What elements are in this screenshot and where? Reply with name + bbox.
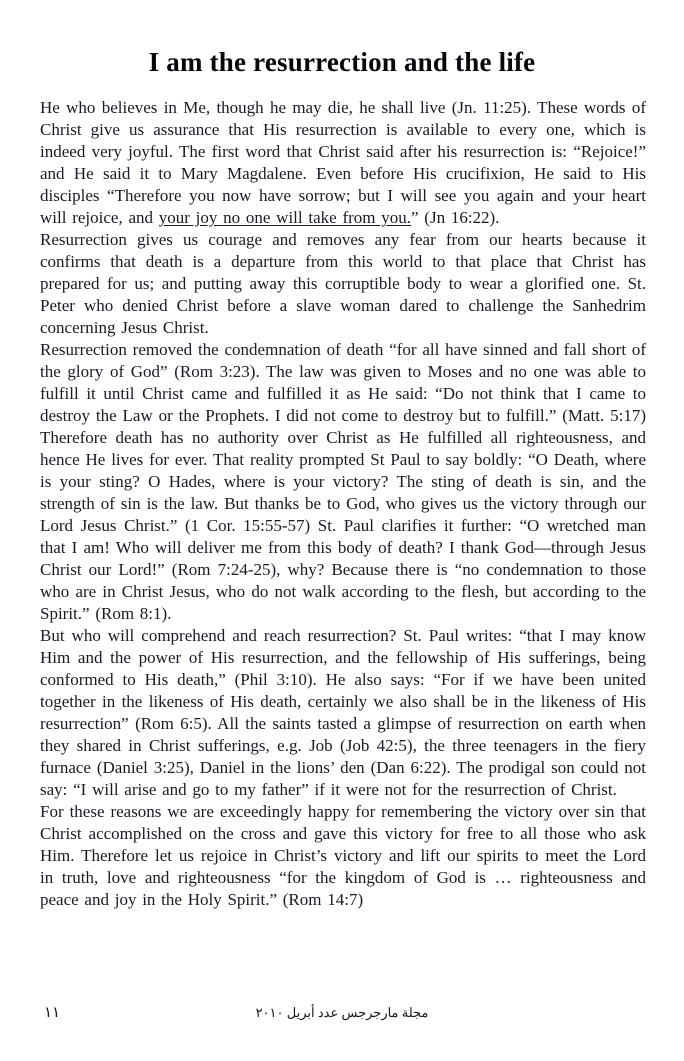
- paragraph-1-text-before: He who believes in Me, though he may die, he shall live (Jn. 11:25). These words of Christ give us assurance that His resurrection is available to every one, which is indeed very joyful. The first word that Christ said after his resurrection is: “Rejoice!” and He said it to Mary Magdalene. Even before His crucifixion, He said to His disciples “Therefore you now have sorrow; but I will see you again and your heart will rejoice, and: [40, 98, 646, 227]
- underlined-phrase: your joy no one will take from you.: [158, 208, 411, 227]
- page-title: I am the resurrection and the life: [148, 47, 536, 77]
- body-paragraph-4: But who will comprehend and reach resurrection? St. Paul writes: “that I may know Him and the power of His resurrection, and the fellowship of His sufferings, being conformed to His death,” (Phil 3:10). He also says: “For if we have been united together in the likeness of His death, certainly we also shall be in the likeness of His resurrection” (Rom 6:5). All the saints tasted a glimpse of resurrection on earth when they shared in Christ sufferings, e.g. Job (Job 42:5), the three teenagers in the fiery furnace (Daniel 3:25), Daniel in the lions’ den (Dan 6:22). The prodigal son could not say: “I will arise and go to my father” if it were not for the resurrection of Christ.: [40, 626, 646, 799]
- body-paragraph-1: [40, 97, 646, 229]
- page-number: ١١: [44, 1005, 61, 1021]
- body-paragraph-2: Resurrection gives us courage and removes any fear from our hearts because it confirms that death is a departure from this world to that place that Christ has prepared for us; and putting away this corruptible body to wear a glorified one. St. Peter who denied Christ before a slave woman dared to challenge the Sanhedrim concerning Jesus Christ.: [40, 230, 646, 337]
- paragraph-1-text-after: ” (Jn 16:22).: [411, 208, 500, 227]
- journal-imprint: مجلة مارجرجس عدد أبريل ٢٠١٠: [255, 1005, 429, 1020]
- body-paragraph-5: For these reasons we are exceedingly happy for remembering the victory over sin that Christ accomplished on the cross and gave this victory for free to all those who ask Him. Therefore let us rejoice in Christ’s victory and lift our spirits to meet the Lord in truth, love and righteousness “for the kingdom of God is … righteousness and peace and joy in the Holy Spirit.” (Rom 14:7): [40, 802, 646, 909]
- article-body: [40, 97, 646, 911]
- body-paragraph-3: Resurrection removed the condemnation of death “for all have sinned and fall short of the glory of God” (Rom 3:23). The law was given to Moses and no one was able to fulfill it until Christ came and fulfilled it as He said: “Do not think that I came to destroy the Law or the Prophets. I did not come to destroy but to fulfill.” (Matt. 5:17) Therefore death has no authority over Christ as He fulfilled all righteousness, and hence He lives for ever. That reality prompted St Paul to say boldly: “O Death, where is your sting? O Hades, where is your victory? The sting of death is sin, and the strength of sin is the law. But thanks be to God, who gives us the victory through our Lord Jesus Christ.” (1 Cor. 15:55-57) St. Paul clarifies it further: “O wretched man that I am! Who will deliver me from this body of death? I thank God—through Jesus Christ our Lord!” (Rom 7:24-25), why? Because there is “no condemnation to those who are in Christ Jesus, who do not walk according to the flesh, but according to the Spirit.” (Rom 8:1).: [40, 340, 646, 623]
